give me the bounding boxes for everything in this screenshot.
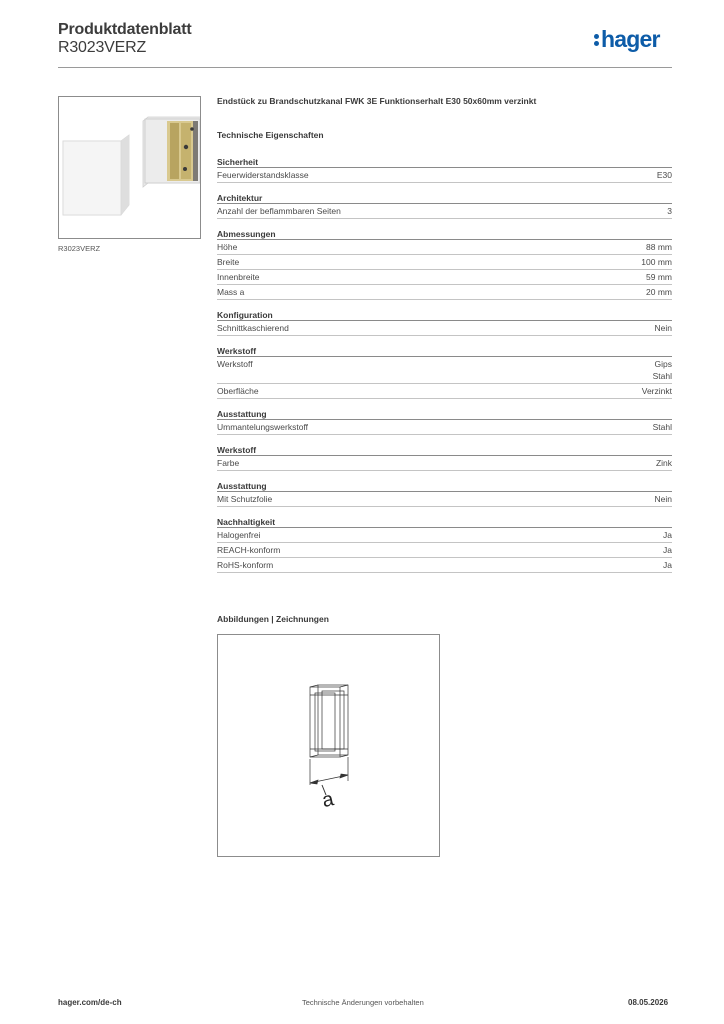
- property-value-line: Gips: [654, 359, 672, 369]
- property-value: [667, 205, 672, 217]
- property-group: [217, 480, 672, 507]
- property-row: [217, 492, 672, 507]
- technical-drawing: [217, 634, 440, 857]
- property-group-title: Abmessungen: [217, 228, 672, 240]
- property-group-title: Ausstattung: [217, 480, 672, 492]
- logo-dots-icon: [594, 31, 600, 47]
- property-label: Halogenfrei: [217, 530, 261, 540]
- property-label: Feuerwiderstandsklasse: [217, 170, 309, 180]
- property-value-line: Stahl: [652, 422, 672, 432]
- property-value: [663, 559, 672, 571]
- property-label: Breite: [217, 257, 240, 267]
- property-value: [646, 271, 672, 283]
- footer-notice: Technische Änderungen vorbehalten: [302, 998, 424, 1007]
- property-value: [655, 322, 672, 334]
- property-row: [217, 420, 672, 435]
- property-row: [217, 456, 672, 471]
- property-label: RoHS-konform: [217, 560, 274, 570]
- property-value-line: Verzinkt: [641, 386, 672, 396]
- property-value-line: 100 mm: [641, 257, 672, 267]
- property-value-line: Ja: [663, 560, 672, 570]
- property-group: [217, 309, 672, 336]
- property-row: [217, 528, 672, 543]
- property-label: Werkstoff: [217, 359, 253, 369]
- property-value: [656, 457, 672, 469]
- property-group: [217, 156, 672, 183]
- property-group-title: Nachhaltigkeit: [217, 516, 672, 528]
- property-row: [217, 285, 672, 300]
- property-label: REACH-konform: [217, 545, 281, 555]
- property-group-title: Ausstattung: [217, 408, 672, 420]
- property-label: Mass a: [217, 287, 245, 297]
- logo-text: hager: [601, 26, 660, 52]
- product-photo-illustration: [59, 97, 201, 239]
- product-photo: [58, 96, 201, 239]
- property-label: Farbe: [217, 458, 240, 468]
- property-value-line: Nein: [654, 494, 672, 504]
- property-group-title: Sicherheit: [217, 156, 672, 168]
- product-description: Endstück zu Brandschutzkanal FWK 3E Funktionserhalt E30 50x60mm verzinkt: [217, 96, 537, 106]
- property-group: [217, 408, 672, 435]
- property-group-title: Werkstoff: [217, 345, 672, 357]
- property-value-line: Zink: [655, 458, 672, 468]
- property-value-line: 20 mm: [646, 287, 672, 297]
- property-row: [217, 240, 672, 255]
- section-title: Technische Eigenschaften: [217, 130, 324, 140]
- property-row: [217, 384, 672, 399]
- property-row: [217, 255, 672, 270]
- property-row: [217, 168, 672, 183]
- property-value: [646, 241, 672, 253]
- property-value: [663, 544, 672, 556]
- property-value: [653, 358, 672, 382]
- property-value: [663, 529, 672, 541]
- property-value: [646, 286, 672, 298]
- property-value-line: 88 mm: [646, 242, 672, 252]
- property-group-title: Werkstoff: [217, 444, 672, 456]
- property-row: [217, 270, 672, 285]
- property-group-title: Architektur: [217, 192, 672, 204]
- property-row: [217, 204, 672, 219]
- property-row: [217, 543, 672, 558]
- property-value-line: Nein: [654, 323, 672, 333]
- property-label: Anzahl der beflammbaren Seiten: [217, 206, 341, 216]
- property-group: [217, 444, 672, 471]
- property-value: [655, 493, 672, 505]
- photo-caption: R3023VERZ: [58, 244, 101, 253]
- property-row: [217, 357, 672, 384]
- product-code: R3023VERZ: [58, 39, 147, 56]
- page-title: Produktdatenblatt: [58, 21, 192, 38]
- property-row: [217, 558, 672, 573]
- property-value-line: 59 mm: [646, 272, 672, 282]
- property-value: [657, 169, 672, 181]
- property-value-line: E30: [656, 170, 672, 180]
- property-value: [653, 421, 672, 433]
- header-divider: [58, 67, 672, 68]
- drawing-svg: [218, 635, 441, 858]
- dimension-label: a: [320, 788, 336, 812]
- properties-table: [217, 156, 672, 582]
- property-label: Schnittkaschierend: [217, 323, 289, 333]
- hager-logo: [594, 28, 660, 51]
- property-label: Höhe: [217, 242, 238, 252]
- property-value: [641, 256, 672, 268]
- property-value: [642, 385, 672, 397]
- property-label: Mit Schutzfolie: [217, 494, 273, 504]
- property-value-line: Stahl: [652, 371, 672, 381]
- figures-title: Abbildungen | Zeichnungen: [217, 614, 329, 624]
- property-group: [217, 345, 672, 399]
- footer-date: 08.05.2026: [628, 998, 669, 1007]
- property-row: [217, 321, 672, 336]
- property-value-line: Ja: [663, 545, 672, 555]
- property-group: [217, 228, 672, 300]
- property-label: Ummantelungswerkstoff: [217, 422, 309, 432]
- property-value-line: Ja: [663, 530, 672, 540]
- property-group-title: Konfiguration: [217, 309, 672, 321]
- footer-website[interactable]: hager.com/de-ch: [58, 998, 122, 1007]
- property-group: [217, 516, 672, 573]
- property-group: [217, 192, 672, 219]
- property-value-line: 3: [667, 206, 672, 216]
- property-label: Oberfläche: [217, 386, 259, 396]
- property-label: Innenbreite: [217, 272, 260, 282]
